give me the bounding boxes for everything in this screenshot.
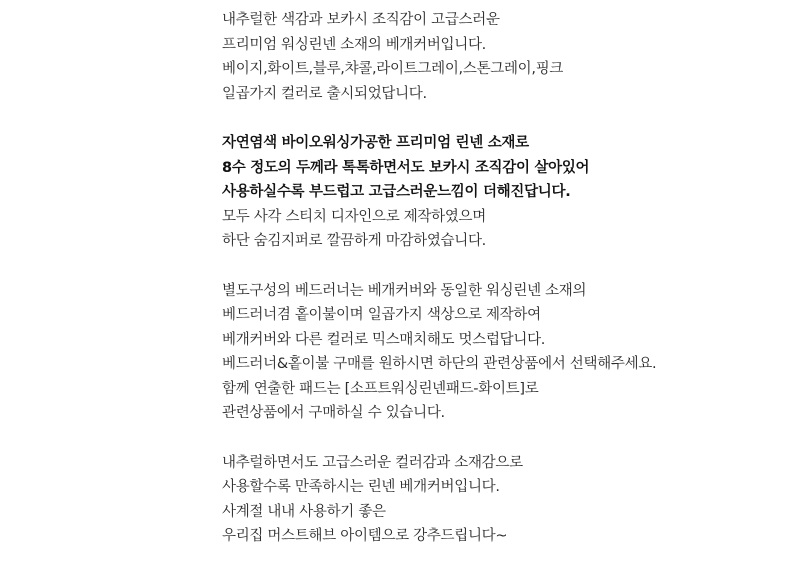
description-line: 사계절 내내 사용하기 좋은 xyxy=(222,503,386,520)
description-line: 모두 사각 스티치 디자인으로 제작하였으며 xyxy=(222,208,486,225)
description-line: 우리집 머스트해브 아이템으로 강추드립니다~ xyxy=(222,528,508,544)
description-line: 사용할수록 만족하시는 린넨 베개커버입니다. xyxy=(222,479,500,495)
description-line-bold: 8수 정도의 두께라 톡톡하면서도 보카시 조직감이 살아있어 xyxy=(222,159,590,176)
description-line: 프리미엄 워싱린넨 소재의 베개커버입니다. xyxy=(222,36,486,53)
description-line: 베개커버와 다른 컬러로 믹스매치해도 멋스럽답니다. xyxy=(222,331,546,348)
description-line: 관련상품에서 구매하실 수 있습니다. xyxy=(222,405,445,421)
description-line: 베드러너&홑이불 구매를 원하시면 하단의 관련상품에서 선택해주세요. xyxy=(222,356,657,372)
description-line-bold: 사용하실수록 부드럽고 고급스러운느낌이 더해진답니다. xyxy=(222,184,571,200)
description-line: 하단 숨김지퍼로 깔끔하게 마감하였습니다. xyxy=(222,233,486,249)
description-paragraph-design xyxy=(222,205,792,254)
description-paragraph-intro xyxy=(222,8,792,106)
description-line: 일곱가지 컬러로 출시되었답니다. xyxy=(222,85,427,102)
description-paragraph-closing xyxy=(222,451,792,549)
description-line: 함께 연출한 패드는 [소프트워싱린넨패드-화이트]로 xyxy=(222,380,539,397)
description-line: 내추럴하면서도 고급스러운 컬러감과 소재감으로 xyxy=(222,454,523,471)
description-line: 베이지,화이트,블루,챠콜,라이트그레이,스톤그레이,핑크 xyxy=(222,61,564,77)
description-line-bold: 자연염색 바이오워싱가공한 프리미엄 린넨 소재로 xyxy=(222,135,529,151)
description-line: 내추럴한 색감과 보카시 조직감이 고급스러운 xyxy=(222,12,500,28)
description-paragraph-highlight xyxy=(222,131,792,205)
description-line: 별도구성의 베드러너는 베개커버와 동일한 워싱린넨 소재의 xyxy=(222,282,587,299)
description-paragraph-bedrunner xyxy=(222,279,792,426)
product-description xyxy=(222,8,792,549)
description-line: 베드러너겸 홑이불이며 일곱가지 색상으로 제작하여 xyxy=(222,307,541,323)
